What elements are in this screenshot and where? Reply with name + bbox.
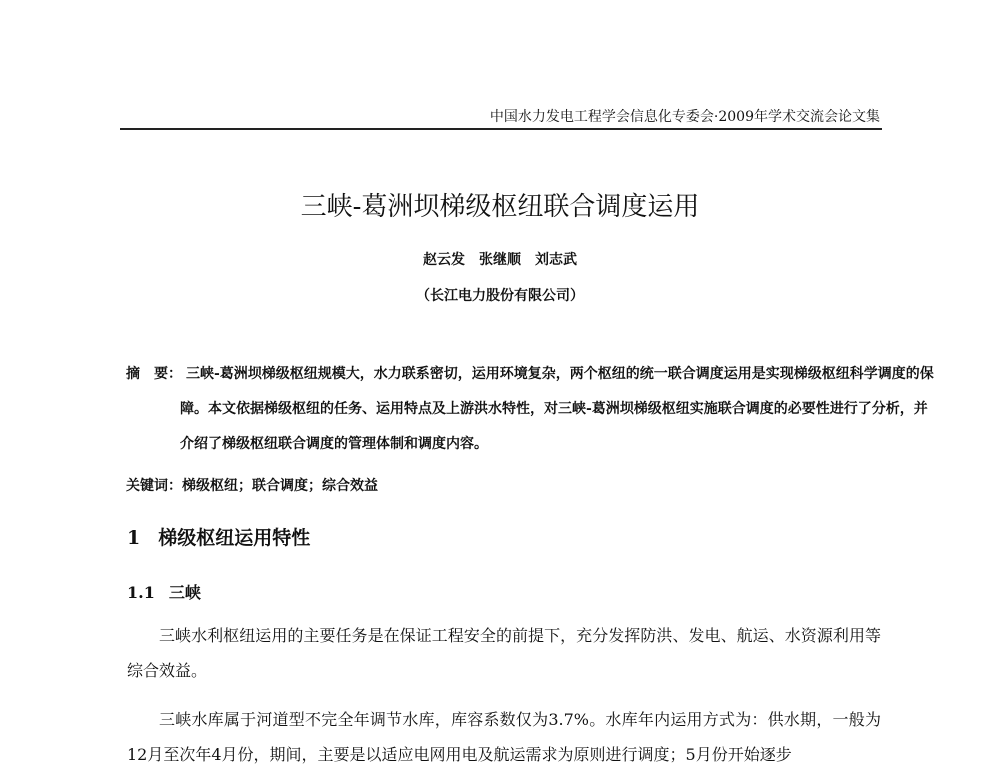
keywords: [126, 475, 882, 495]
section-title: 梯级枢纽运用特性: [158, 527, 311, 549]
abstract-text: 三峡-葛洲坝梯级枢纽规模大，水力联系密切，运用环境复杂，两个枢纽的统一联合调度运用是实现梯级枢纽科学调度的保障。本文依据梯级枢纽的任务、运用特点及上游洪水特性，对三峡-葛洲坝梯级枢纽实施联合调度的必要性进行了分析，并介绍了梯级枢纽联合调度的管理体制和调度内容。: [180, 366, 934, 452]
authors: 赵云发 张继顺 刘志武: [423, 252, 577, 268]
body-paragraph: 三峡水利枢纽运用的主要任务是在保证工程安全的前提下，充分发挥防洪、发电、航运、水资源利用等综合效益。: [127, 626, 881, 680]
paper-title: 三峡-葛洲坝梯级枢纽联合调度运用: [300, 192, 700, 222]
keywords-text: 梯级枢纽；联合调度；综合效益: [182, 478, 378, 494]
keywords-label: 关键词：: [126, 478, 182, 494]
subsection-title: 三峡: [168, 583, 201, 602]
section-heading: [127, 523, 310, 550]
running-header: 中国水力发电工程学会信息化专委会·2009年学术交流会论文集: [489, 109, 880, 125]
section-number: 1: [127, 527, 141, 549]
subsection-heading: [127, 580, 201, 603]
abstract: [126, 357, 936, 462]
subsection-number: 1.1: [127, 583, 155, 602]
body-paragraph: 三峡水库属于河道型不完全年调节水库，库容系数仅为3.7%。水库年内运用方式为：供水期，一般为12月至次年4月份，期间，主要是以适应电网用电及航运需求为原则进行调度；5月份开始逐步: [127, 710, 881, 764]
header-rule: [120, 128, 882, 130]
abstract-label: 摘 要：: [126, 366, 182, 382]
affiliation: （长江电力股份有限公司）: [416, 288, 584, 304]
